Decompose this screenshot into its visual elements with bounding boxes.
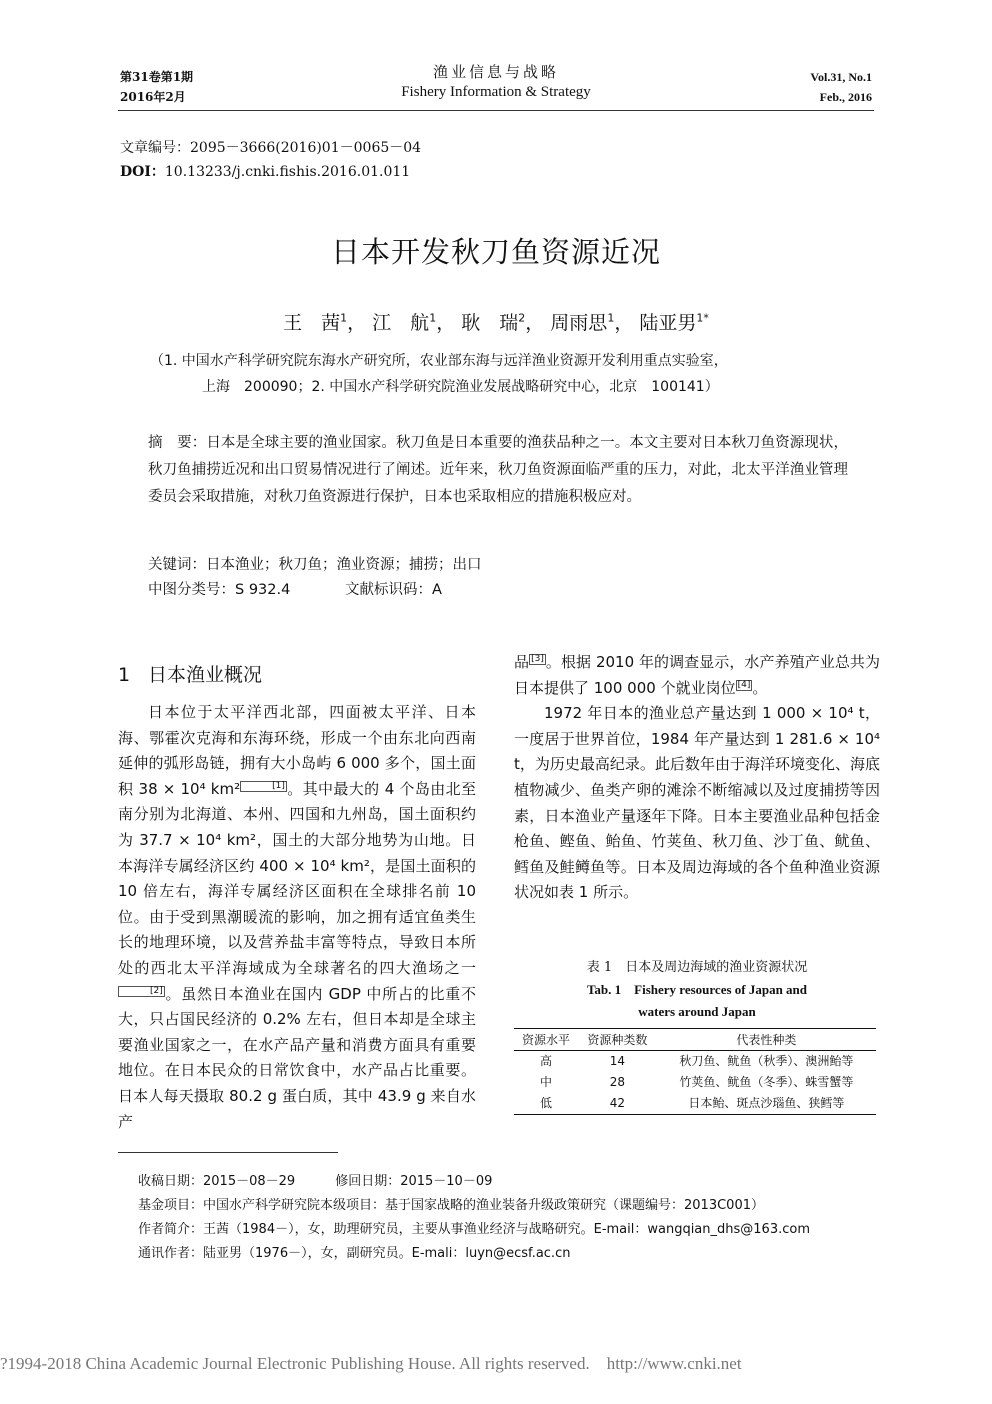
section-heading <box>118 660 262 687</box>
paragraph-text: 。其中最大的 4 个岛由北至南分别为北海道、本州、四国和九州岛，国土面积约为 37.7 × 10⁴ km²，国土的大部分地势为山地。日本海洋专属经济区约 400 × 10⁴ km²，是国土面积的 10 倍左右，海洋专属经济区面积在全球排名前 10 位。由于受到黑潮暖流的影响，加之拥有适宜鱼类生长的地理环境，以及营养盐丰富等特点，导致日本所处的西北太平洋海域成为全球著名的四大渔场之一 <box>118 779 476 977</box>
journal-name-cn: 渔业信息与战略 <box>432 63 559 81</box>
author-sup: 1 <box>340 311 348 325</box>
table-cell: 低 <box>514 1093 578 1115</box>
author-name: 耿 瑞 <box>461 312 519 334</box>
author-sup: 1* <box>696 311 709 325</box>
author <box>372 312 436 334</box>
section-number: 1 <box>118 664 131 686</box>
revised-date: 2015－10－09 <box>400 1174 493 1189</box>
doi-label: DOI： <box>120 164 165 180</box>
author-bio-text: 王茜（1984－），女，助理研究员，主要从事渔业经济与战略研究。E-mail：wangqian_dhs@163.com <box>203 1222 810 1237</box>
table-cell: 日本鲐、斑点沙瑙鱼、狭鳕等 <box>657 1093 876 1115</box>
journal-name-en: Fishery Information & Strategy <box>401 84 591 100</box>
table-header-row <box>514 1029 876 1051</box>
header-volume <box>120 67 193 107</box>
header-vol-no: Vol.31, No.1 <box>810 70 872 84</box>
paragraph <box>514 650 880 701</box>
table-cell: 28 <box>609 1075 626 1089</box>
section-title: 日本渔业概况 <box>148 664 263 686</box>
class-label: 中图分类号： <box>148 582 235 598</box>
received-date: 2015－08－29 <box>203 1174 296 1189</box>
classification <box>148 578 848 603</box>
table-row <box>514 1051 876 1073</box>
revised-label: 修回日期： <box>335 1174 401 1189</box>
table-cell: 高 <box>540 1054 553 1068</box>
author-sup: 1 <box>607 311 615 325</box>
author-name: 周雨思 <box>550 312 608 334</box>
paragraph-text: 品 <box>514 653 530 671</box>
article-doi <box>120 160 421 184</box>
author-sup: 2 <box>518 311 526 325</box>
header-journal-name <box>300 62 692 102</box>
author-name: 王 茜 <box>283 312 341 334</box>
keywords-label: 关键词： <box>148 557 206 573</box>
table-header-cell: 代表性种类 <box>657 1029 876 1051</box>
table-cell: 42 <box>578 1093 657 1115</box>
article-number <box>120 136 421 160</box>
keywords <box>148 553 848 578</box>
paragraph: 1972 年日本的渔业总产量达到 1 000 × 10⁴ t，一度居于世界首位，1984 年产量达到 1 281.6 × 10⁴ t，为历史最高纪录。此后数年由于海洋环境变化、海底植物减少、鱼类产卵的滩涂不断缩减以及过度捕捞等因素，日本渔业产量逐年下降。日本主要渔业品种包括金枪鱼、鲣鱼、鲐鱼、竹荚鱼、秋刀鱼、沙丁鱼、鱿鱼、鳕鱼及鲑鳟鱼等。日本及周边海域的各个鱼种渔业资源状况如表 1 所示。 <box>514 704 880 902</box>
affiliations <box>150 348 850 400</box>
author <box>461 312 525 334</box>
abstract-text: 日本是全球主要的渔业国家。秋刀鱼是日本重要的渔获品种之一。本文主要对日本秋刀鱼资源现状，秋刀鱼捕捞近况和出口贸易情况进行了阐述。近年来，秋刀鱼资源面临严重的压力，对此，北太平洋渔业管理委员会采取措施，对秋刀鱼资源进行保护，日本也采取相应的措施积极应对。 <box>148 435 848 505</box>
table-header-cell: 资源种类数 <box>578 1029 657 1051</box>
table-caption-en: waters around Japan <box>638 1004 756 1019</box>
body-column-right <box>514 650 880 906</box>
footnote-author <box>138 1218 810 1242</box>
affiliation-line: （1. 中国水产科学研究院东海水产研究所，农业部东海与远洋渔业资源开发利用重点实验室， <box>150 353 728 369</box>
citation[interactable]: [1] <box>240 781 287 792</box>
keywords-text: 日本渔业；秋刀鱼；渔业资源；捕捞；出口 <box>206 557 482 573</box>
corresponding-label: 通讯作者： <box>138 1246 204 1261</box>
citation[interactable]: [3] <box>531 654 544 664</box>
author <box>283 312 347 334</box>
table-cell: 竹荚鱼、鱿鱼（冬季）、蛛雪蟹等 <box>679 1075 854 1089</box>
citation[interactable]: [4] <box>737 679 751 690</box>
doc-code-label: 文献标识码： <box>345 582 432 598</box>
author-list: 王 茜$^1$， 江 航$^1$， 耿 瑞$^2$， 周雨思$^1$， 陆亚男$^{1*}$ <box>283 311 709 334</box>
article-number-value: 2095－3666(2016)01－0065－04 <box>190 140 422 156</box>
corresponding-text: 陆亚男（1976－），女，副研究员。E-mali：luyn@ecsf.ac.cn <box>203 1246 571 1261</box>
abstract <box>148 430 848 511</box>
table-cell: 14 <box>609 1054 626 1068</box>
doi-value: 10.13233/j.cnki.fishis.2016.01.011 <box>164 164 411 180</box>
article-meta <box>120 136 421 184</box>
class-value: S 932.4 <box>235 582 291 598</box>
author-name: 陆亚男 <box>639 312 697 334</box>
affiliation-line: 上海 200090；2. 中国水产科学研究院渔业发展战略研究中心，北京 100141） <box>202 379 719 395</box>
footnotes <box>138 1170 810 1266</box>
article-number-label: 文章编号： <box>120 140 190 156</box>
table-row <box>514 1072 876 1093</box>
fishery-resources-table <box>514 1028 876 1115</box>
author <box>550 312 614 334</box>
footnote-fund <box>138 1194 810 1218</box>
fund-label: 基金项目： <box>138 1198 204 1213</box>
paragraph-text: 。虽然日本渔业在国内 GDP 中所占的比重不大，只占国民经济的 0.2% 左右，但日本却是全球主要渔业国家之一，在水产品产量和消费方面具有重要地位。在日本民众的日常饮食中，水产品占比重要。日本人每天摄取 80.2 g 蛋白质，其中 43.9 g 来自水产 <box>118 984 476 1131</box>
article-title: 日本开发秋刀鱼资源近况 <box>330 235 661 269</box>
header-date-en: Feb., 2016 <box>819 90 872 104</box>
abstract-label: 摘 要： <box>148 435 207 451</box>
author-sup: 1 <box>429 311 437 325</box>
paragraph-text: 。根据 2010 年的调查显示，水产养殖产业总共为日本提供了 100 000 个就业岗位 <box>514 653 880 697</box>
body-column-left <box>118 700 476 1135</box>
fund-text: 中国水产科学研究院本级项目：基于国家战略的渔业装备升级政策研究（课题编号：2013C001） <box>203 1198 764 1213</box>
received-label: 收稿日期： <box>138 1174 204 1189</box>
copyright-line: ?1994-2018 China Academic Journal Electronic Publishing House. All rights reserved. http://www.cnki.net <box>0 1354 742 1373</box>
table-header-cell: 资源水平 <box>514 1029 578 1051</box>
citation[interactable]: [2] <box>118 986 165 997</box>
footnote-divider <box>118 1152 338 1153</box>
author <box>639 312 709 334</box>
author-name: 江 航 <box>372 312 430 334</box>
doc-code-value: A <box>432 582 442 598</box>
header-volume-issue: 第31卷第1期 <box>120 70 194 84</box>
table-caption-cn: 表 1 日本及周边海域的渔业资源状况 <box>586 960 808 975</box>
paragraph-text: 日本位于太平洋西北部，四面被太平洋、日本海、鄂霍次克海和东海环绕，形成一个由东北向西南延伸的弧形岛链，拥有大小岛屿 6 000 多个，国土面积 38 × 10⁴ km² <box>118 703 476 798</box>
table-caption <box>514 957 880 1023</box>
footnote-dates <box>138 1170 810 1194</box>
table-cell: 秋刀鱼、鱿鱼（秋季）、澳洲鲐等 <box>679 1054 854 1068</box>
header-date-cn: 2016年2月 <box>120 90 186 104</box>
author-bio-label: 作者简介： <box>138 1222 204 1237</box>
footnote-corresponding <box>138 1242 810 1266</box>
table-cell: 中 <box>540 1075 553 1089</box>
header-divider <box>118 110 874 111</box>
header-volume-en <box>810 67 872 107</box>
keywords-block <box>148 553 848 603</box>
table-caption-en: Tab. 1 Fishery resources of Japan and <box>586 982 808 997</box>
paragraph <box>118 700 476 1135</box>
table-row <box>514 1093 876 1115</box>
paragraph-text: 。 <box>752 678 768 697</box>
